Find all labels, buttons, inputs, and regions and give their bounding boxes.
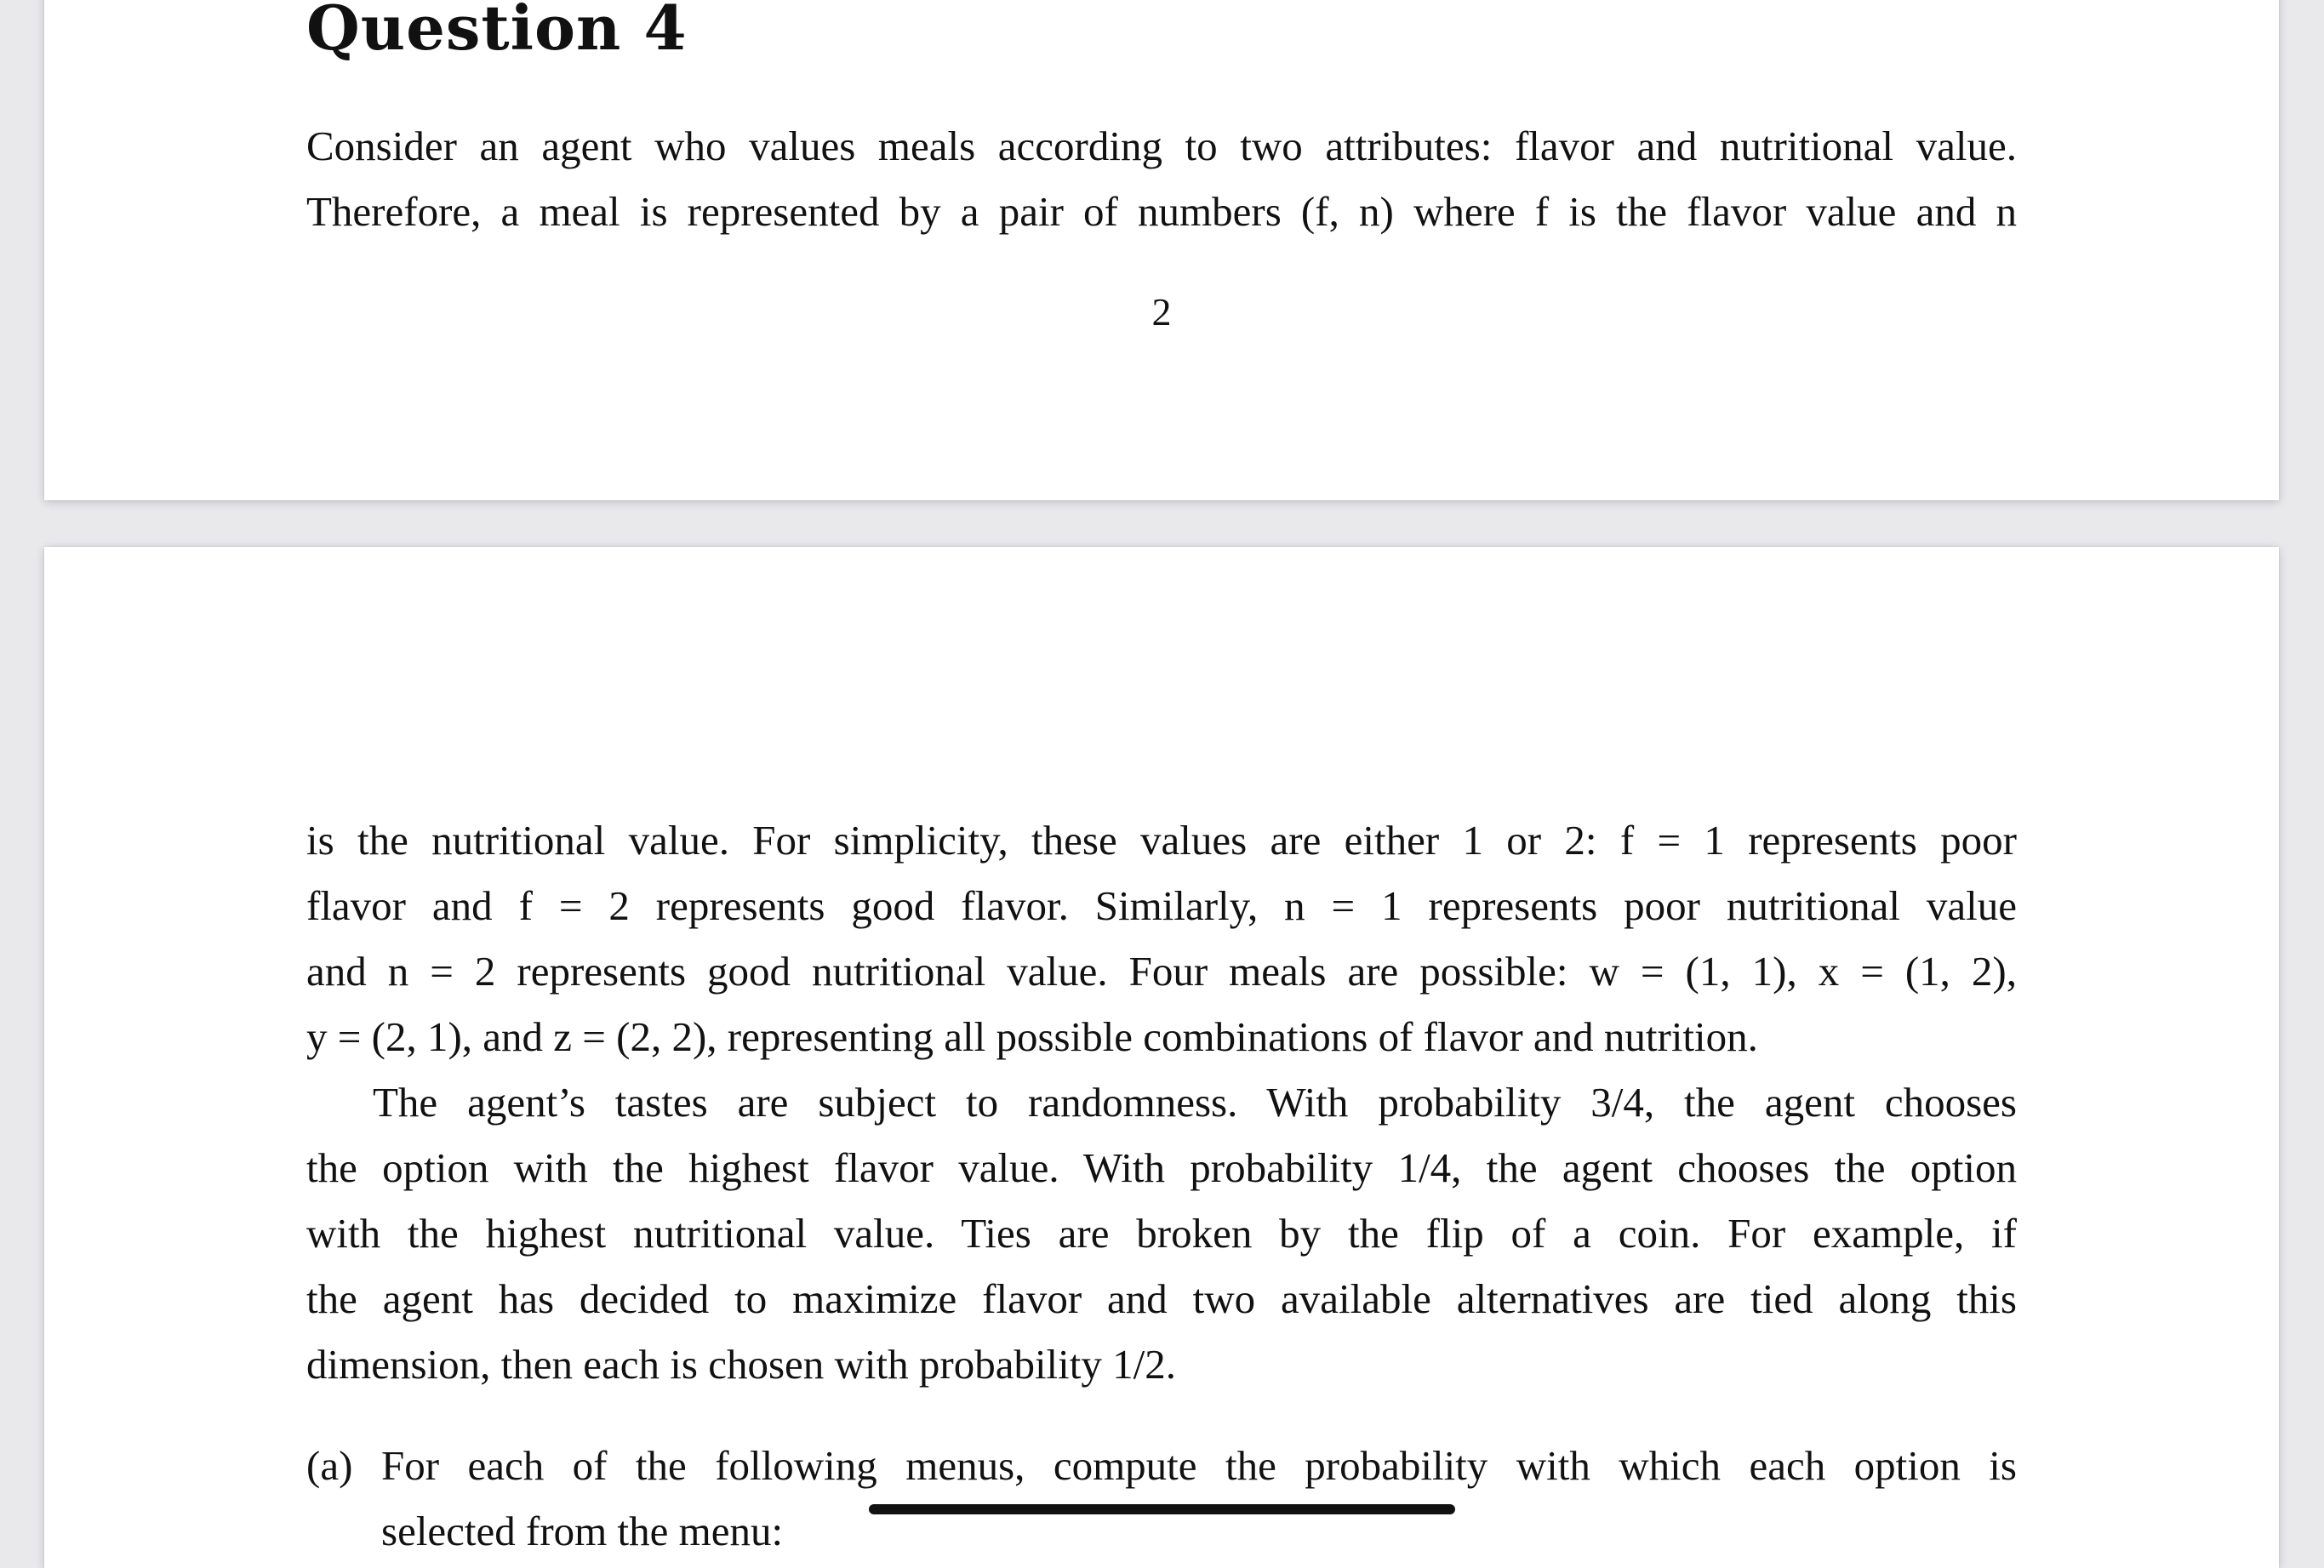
question-body <box>306 807 2017 1564</box>
text-line: Consider an agent who values meals according to two attributes: flavor and nutritional value. <box>306 123 2017 169</box>
text-line: For each of the following menus, compute the probability with which each option is <box>381 1442 2017 1489</box>
paragraph-meals <box>306 807 2017 1069</box>
question-intro <box>306 113 2017 244</box>
text-line: flavor and f = 2 represents good flavor. Similarly, n = 1 represents poor nutritional value <box>306 882 2017 929</box>
text-line: The agent’s tastes are subject to randomness. With probability 3/4, the agent chooses <box>373 1079 2017 1126</box>
paragraph-tastes <box>306 1069 2017 1397</box>
text-line: with the highest nutritional value. Ties are broken by the flip of a coin. For example, if <box>306 1210 2017 1257</box>
question-part-a <box>306 1433 2017 1564</box>
part-a-text <box>381 1433 2017 1564</box>
text-line: the option with the highest flavor value. With probability 1/4, the agent chooses the option <box>306 1144 2017 1191</box>
document-page-2 <box>44 547 2279 1568</box>
question-title: Question 4 <box>306 0 688 64</box>
page-number: 2 <box>1151 290 1172 334</box>
text-line: is the nutritional value. For simplicity, these values are either 1 or 2: f = 1 represents poor <box>306 817 2017 864</box>
text-line: Therefore, a meal is represented by a pair of numbers (f, n) where f is the flavor value and n <box>306 188 2017 235</box>
part-label: (a) <box>306 1442 353 1489</box>
text-line: and n = 2 represents good nutritional value. Four meals are possible: w = (1, 1), x = (1, 2), <box>306 948 2017 995</box>
text-line: y = (2, 1), and z = (2, 2), representing all possible combinations of flavor and nutrition. <box>306 1013 1758 1060</box>
text-line: dimension, then each is chosen with probability 1/2. <box>306 1341 1177 1388</box>
document-page-1 <box>44 0 2279 500</box>
text-line: the agent has decided to maximize flavor and two available alternatives are tied along this <box>306 1275 2017 1322</box>
text-line: selected from the menu: <box>381 1508 784 1554</box>
home-indicator-bar[interactable] <box>869 1504 1455 1514</box>
